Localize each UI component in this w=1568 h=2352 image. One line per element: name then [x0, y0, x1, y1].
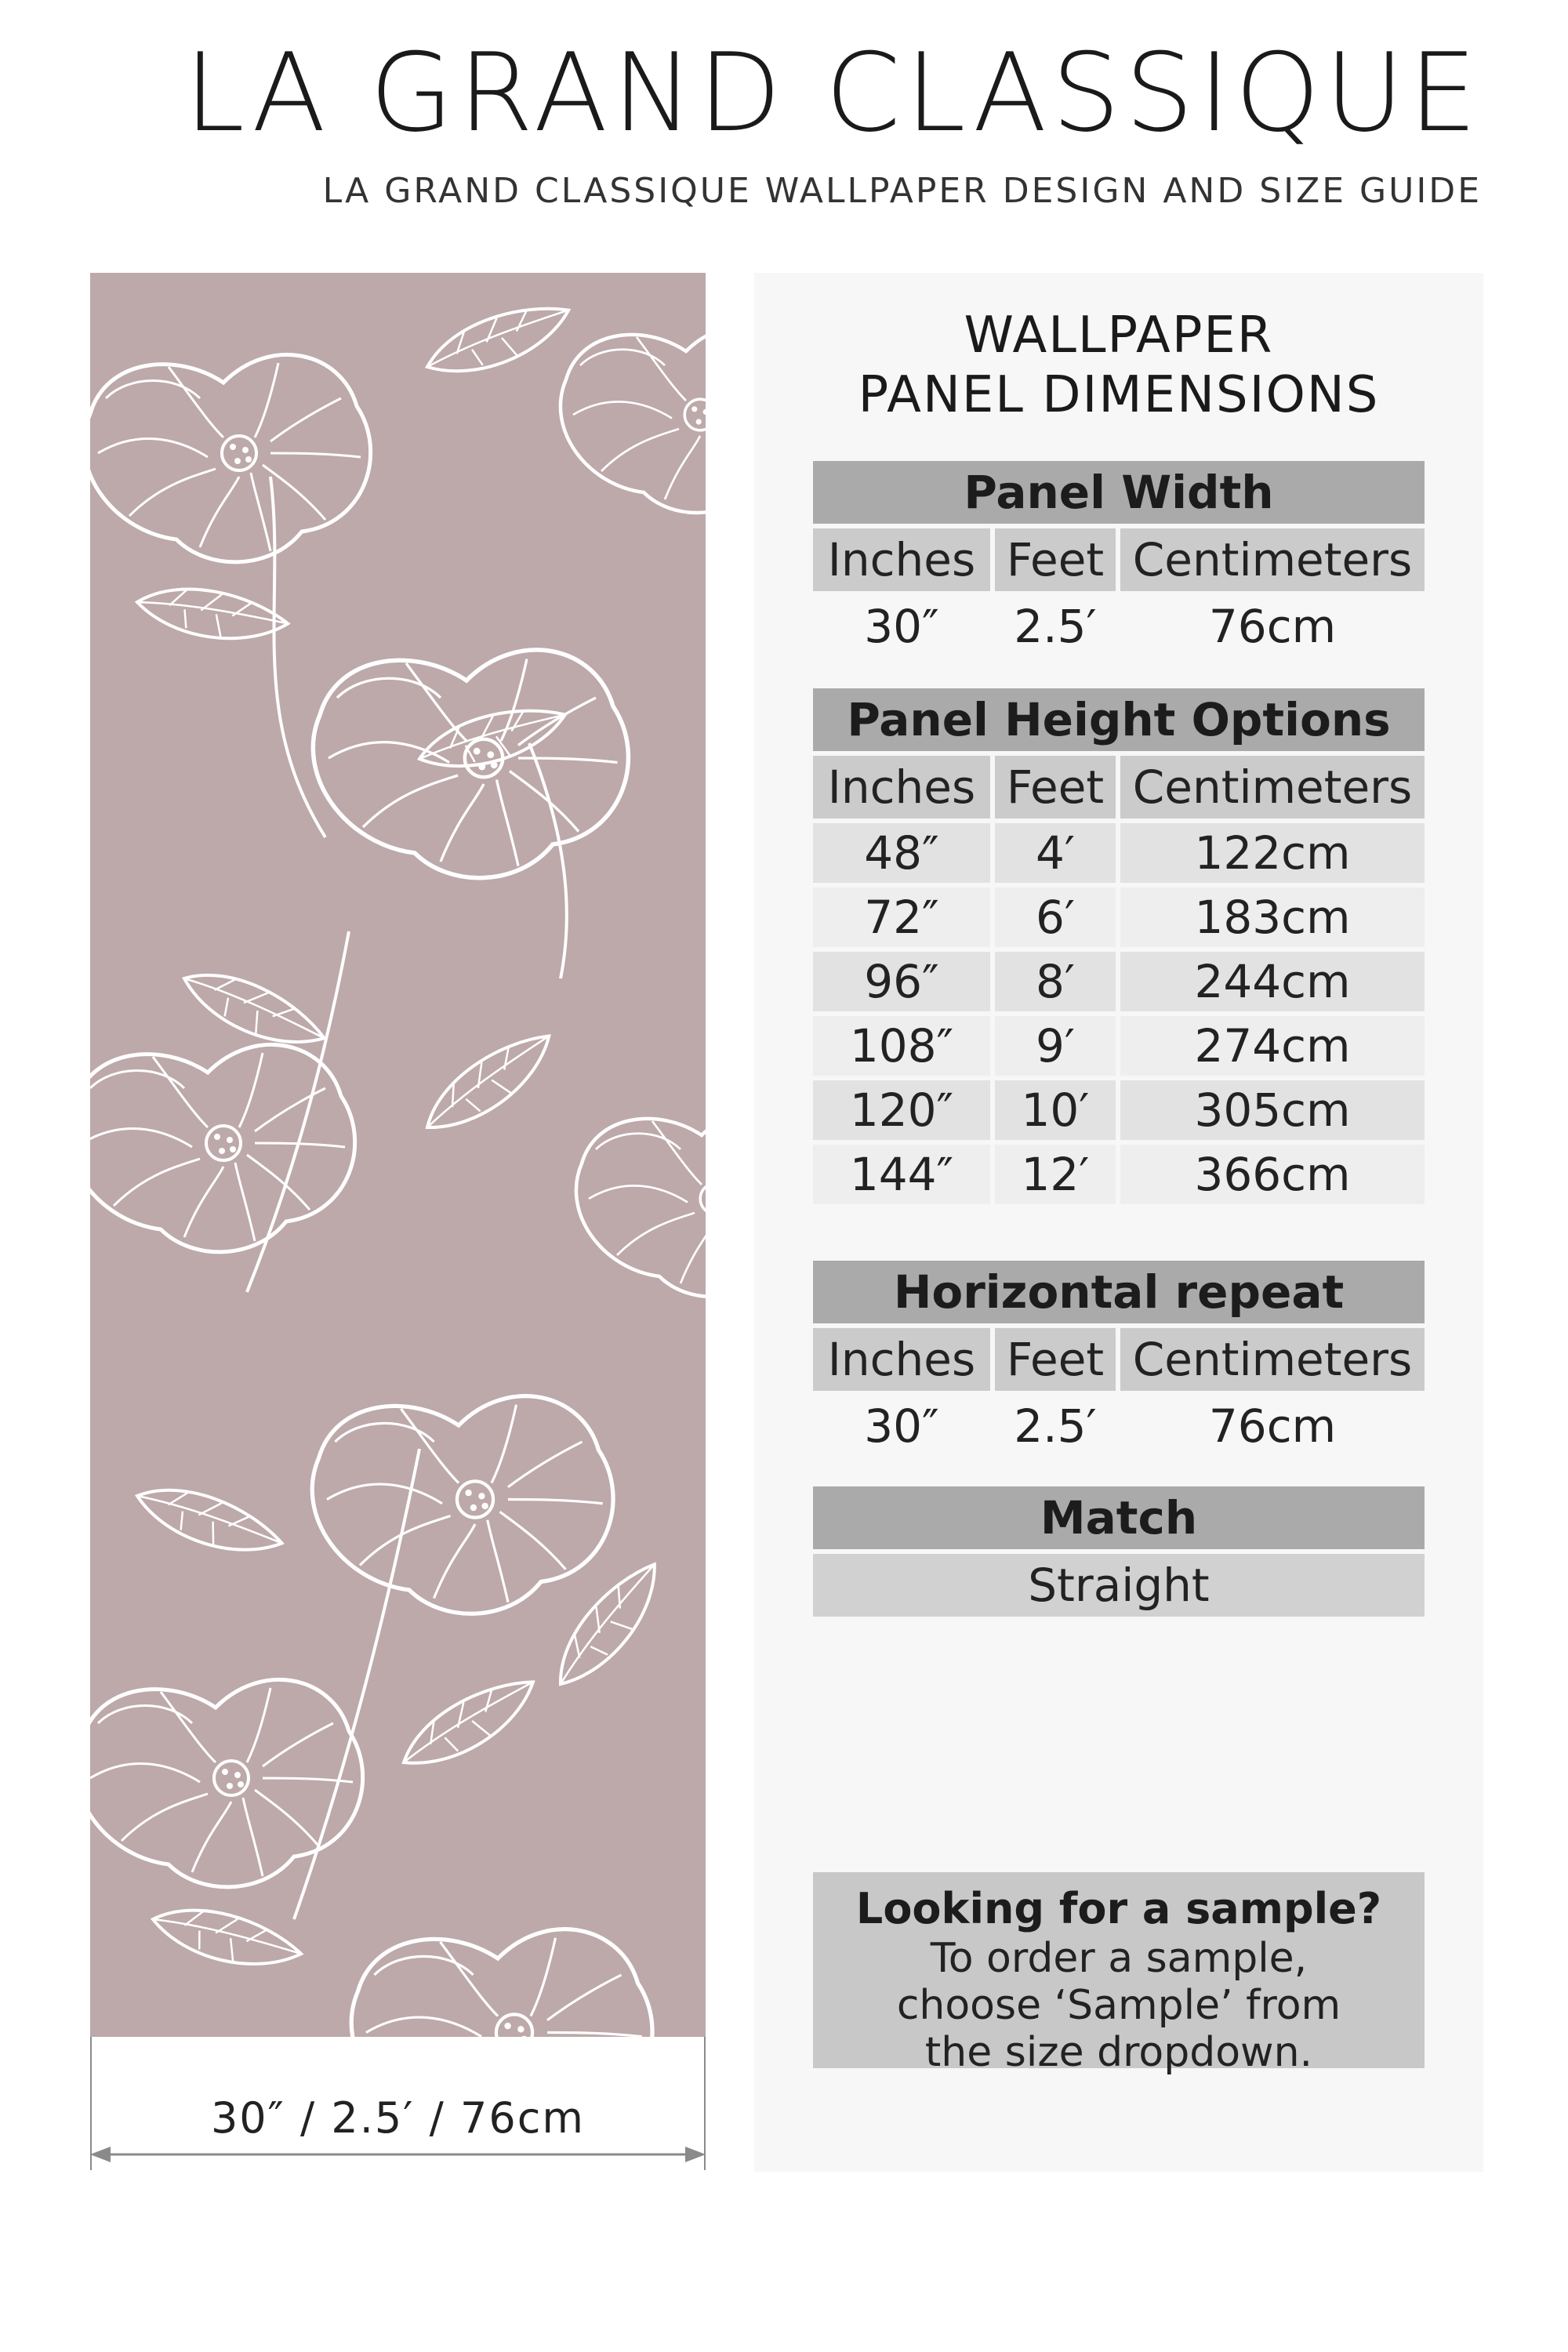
sample-title: Looking for a sample?: [855, 1884, 1382, 1933]
value-inches: 30″: [864, 600, 939, 653]
col-inches: Inches: [813, 1328, 990, 1391]
value-inches: 72″: [813, 887, 990, 947]
sample-callout: [813, 1872, 1425, 2076]
spec-heading-line1: WALLPAPER: [964, 307, 1274, 365]
value-inches: 108″: [813, 1016, 990, 1076]
brand-subtitle: LA GRAND CLASSIQUE WALLPAPER DESIGN AND SIZE GUIDE: [322, 171, 1482, 211]
table-row: [813, 823, 1425, 883]
value-centimeters: 183cm: [1120, 887, 1425, 947]
col-feet: Feet: [995, 756, 1116, 818]
col-centimeters: Centimeters: [1120, 1328, 1425, 1391]
panel-width-row: [813, 596, 1425, 657]
panel-height-table: [813, 688, 1425, 1209]
column-header-row: [813, 528, 1425, 591]
horizontal-repeat-title: Horizontal repeat: [813, 1261, 1425, 1323]
column-header-row: [813, 1328, 1425, 1391]
match-table: [813, 1486, 1425, 1617]
panel-width-table: [813, 461, 1425, 662]
brand-header: [184, 30, 1482, 211]
panel-width-title: Panel Width: [813, 461, 1425, 524]
panel-width-marker: [90, 2037, 706, 2170]
value-centimeters: 76cm: [1208, 1399, 1337, 1453]
table-row: [813, 887, 1425, 947]
spec-heading-line2: PANEL DIMENSIONS: [858, 366, 1380, 424]
panel-height-title: Panel Height Options: [813, 688, 1425, 751]
value-inches: 120″: [813, 1080, 990, 1140]
sample-line-2: choose ‘Sample’ from: [896, 1982, 1341, 2029]
value-feet: 4′: [995, 823, 1116, 883]
panel-width-label: 30″ / 2.5′ / 76cm: [210, 2093, 586, 2143]
value-centimeters: 305cm: [1120, 1080, 1425, 1140]
value-centimeters: 366cm: [1120, 1145, 1425, 1204]
horizontal-repeat-row: [813, 1396, 1425, 1457]
table-row: [813, 952, 1425, 1011]
spec-sheet: [754, 273, 1483, 2172]
sample-line-3: the size dropdown.: [924, 2029, 1313, 2076]
value-feet: 9′: [995, 1016, 1116, 1076]
column-header-row: [813, 756, 1425, 818]
value-feet: 8′: [995, 952, 1116, 1011]
value-feet: 2.5′: [1014, 1399, 1097, 1453]
col-inches: Inches: [813, 528, 990, 591]
table-row: [813, 1145, 1425, 1204]
table-row: [813, 1080, 1425, 1140]
sample-line-1: To order a sample,: [930, 1935, 1308, 1982]
col-centimeters: Centimeters: [1120, 756, 1425, 818]
value-centimeters: 274cm: [1120, 1016, 1425, 1076]
brand-title: LA GRAND CLASSIQUE: [184, 30, 1482, 156]
value-inches: 144″: [813, 1145, 990, 1204]
value-feet: 6′: [995, 887, 1116, 947]
value-feet: 12′: [995, 1145, 1116, 1204]
value-centimeters: 122cm: [1120, 823, 1425, 883]
spec-heading: [754, 306, 1483, 425]
table-row: [813, 1016, 1425, 1076]
horizontal-repeat-table: [813, 1261, 1425, 1461]
value-centimeters: 76cm: [1208, 600, 1337, 653]
value-inches: 48″: [813, 823, 990, 883]
wallpaper-panel-preview: [90, 273, 706, 2037]
value-inches: 96″: [813, 952, 990, 1011]
match-value: Straight: [813, 1554, 1425, 1617]
col-inches: Inches: [813, 756, 990, 818]
match-title: Match: [813, 1486, 1425, 1549]
col-feet: Feet: [995, 528, 1116, 591]
value-feet: 2.5′: [1014, 600, 1097, 653]
col-feet: Feet: [995, 1328, 1116, 1391]
col-centimeters: Centimeters: [1120, 528, 1425, 591]
value-centimeters: 244cm: [1120, 952, 1425, 1011]
floral-pattern-illustration: [90, 273, 706, 2037]
value-inches: 30″: [864, 1399, 939, 1453]
value-feet: 10′: [995, 1080, 1116, 1140]
double-arrow-icon: [90, 2147, 706, 2162]
